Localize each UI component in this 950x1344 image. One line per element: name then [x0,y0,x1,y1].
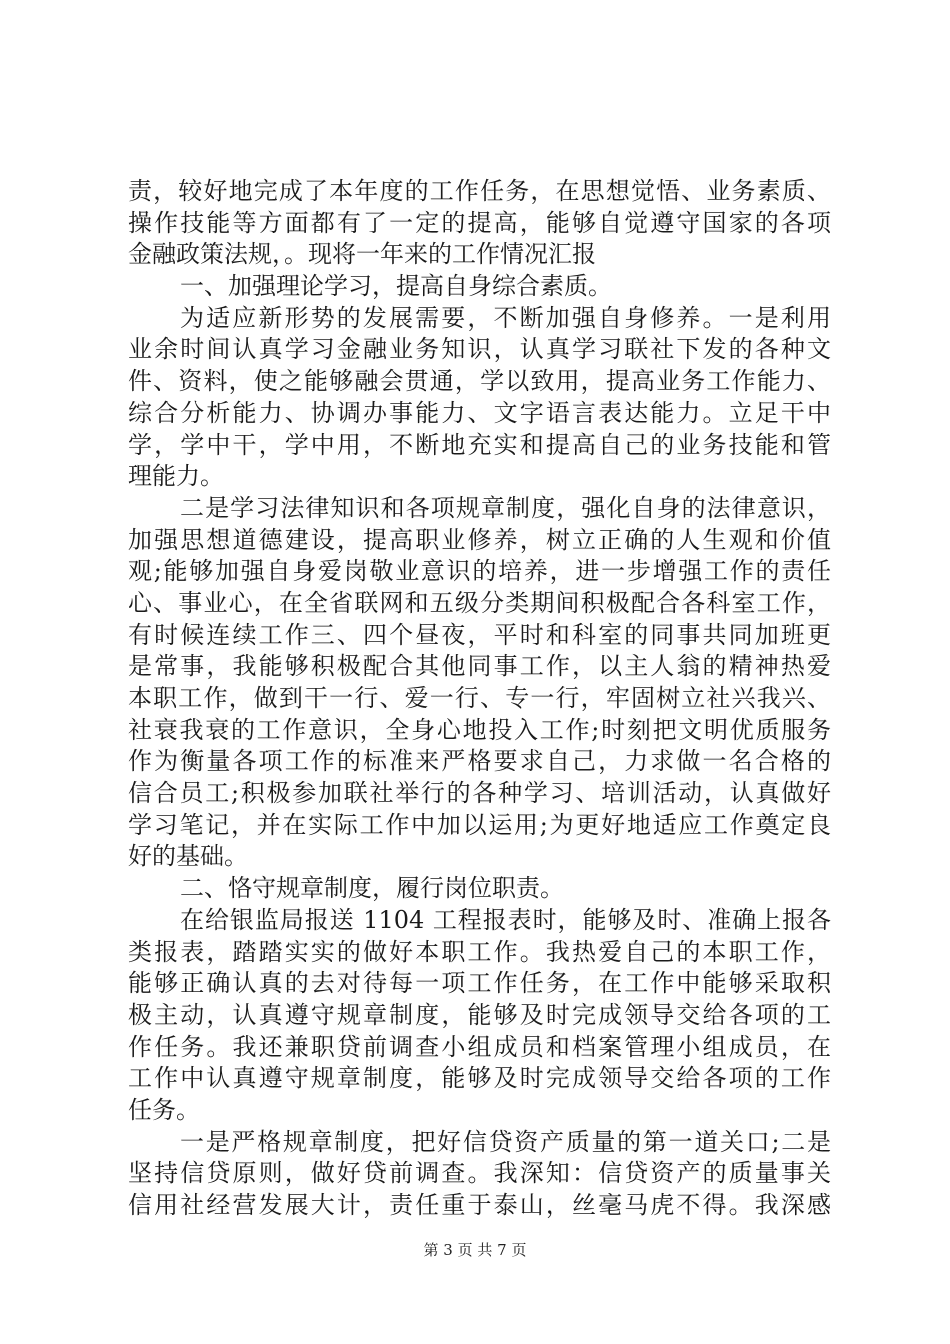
text-line: 能够正确认真的去对待每一项工作任务，在工作中能够采取积 [128,969,831,998]
text-line: 综合分析能力、协调办事能力、文字语言表达能力。立足干中 [128,398,831,427]
text-line: 有时候连续工作三、四个昼夜，平时和科室的同事共同加班更 [128,620,831,649]
text-line: 学，学中干，学中用，不断地充实和提高自己的业务技能和管 [128,430,831,459]
body-text [128,176,831,1222]
text-line: 业余时间认真学习金融业务知识，认真学习联社下发的各种文 [128,335,831,364]
text-line: 好的基础。 [128,842,248,871]
text-line: 社衰我衰的工作意识，全身心地投入工作;时刻把文明优质服务 [128,715,831,744]
text-line: 学习笔记，并在实际工作中加以运用;为更好地适应工作奠定良 [128,810,831,839]
text-line: 极主动，认真遵守规章制度，能够及时完成领导交给各项的工 [128,1000,831,1029]
text-line: 金融政策法规，。现将一年来的工作情况汇报 [128,240,596,269]
text-line: 作为衡量各项工作的标准来严格要求自己，力求做一名合格的 [128,747,831,776]
paragraph-start: 在给银监局报送 1104 工程报表时，能够及时、准确上报各 [180,905,831,934]
text-line: 理能力。 [128,462,224,491]
text-line: 本职工作，做到干一行、爱一行、专一行，牢固树立社兴我兴、 [128,684,831,712]
text-line: 加强思想道德建设，提高职业修养，树立正确的人生观和价值 [128,525,831,554]
section-heading: 一、加强理论学习，提高自身综合素质。 [180,272,612,301]
text-line: 任务。 [128,1095,200,1124]
text-line: 信用社经营发展大计，责任重于泰山，丝毫马虎不得。我深感 [128,1191,831,1219]
text-line: 是常事，我能够积极配合其他同事工作，以主人翁的精神热爱 [128,652,831,681]
paragraph-start: 二是学习法律知识和各项规章制度，强化自身的法律意识， [180,493,831,522]
paragraph-start: 为适应新形势的发展需要，不断加强自身修养。一是利用 [180,303,831,332]
section-heading: 二、恪守规章制度，履行岗位职责。 [180,874,564,903]
paragraph-start: 一是严格规章制度，把好信贷资产质量的第一道关口;二是 [180,1127,831,1156]
text-line: 信合员工;积极参加联社举行的各种学习、培训活动，认真做好 [128,779,831,808]
text-line: 观;能够加强自身爱岗敬业意识的培养，进一步增强工作的责任 [128,557,831,586]
page-number-footer: 第 3 页 共 7 页 [423,1241,527,1259]
text-line: 件、资料，使之能够融会贯通，学以致用，提高业务工作能力、 [128,367,831,396]
text-line: 坚持信贷原则，做好贷前调查。我深知：信贷资产的质量事关 [128,1159,831,1188]
text-line: 作任务。我还兼职贷前调查小组成员和档案管理小组成员，在 [128,1032,831,1061]
text-line: 类报表，踏踏实实的做好本职工作。我热爱自己的本职工作， [128,937,831,966]
text-line: 工作中认真遵守规章制度，能够及时完成领导交给各项的工作 [128,1064,831,1093]
text-line: 责，较好地完成了本年度的工作任务，在思想觉悟、业务素质、 [128,177,831,205]
text-line: 心、事业心，在全省联网和五级分类期间积极配合各科室工作， [128,588,831,617]
text-line: 操作技能等方面都有了一定的提高，能够自觉遵守国家的各项 [128,208,831,237]
